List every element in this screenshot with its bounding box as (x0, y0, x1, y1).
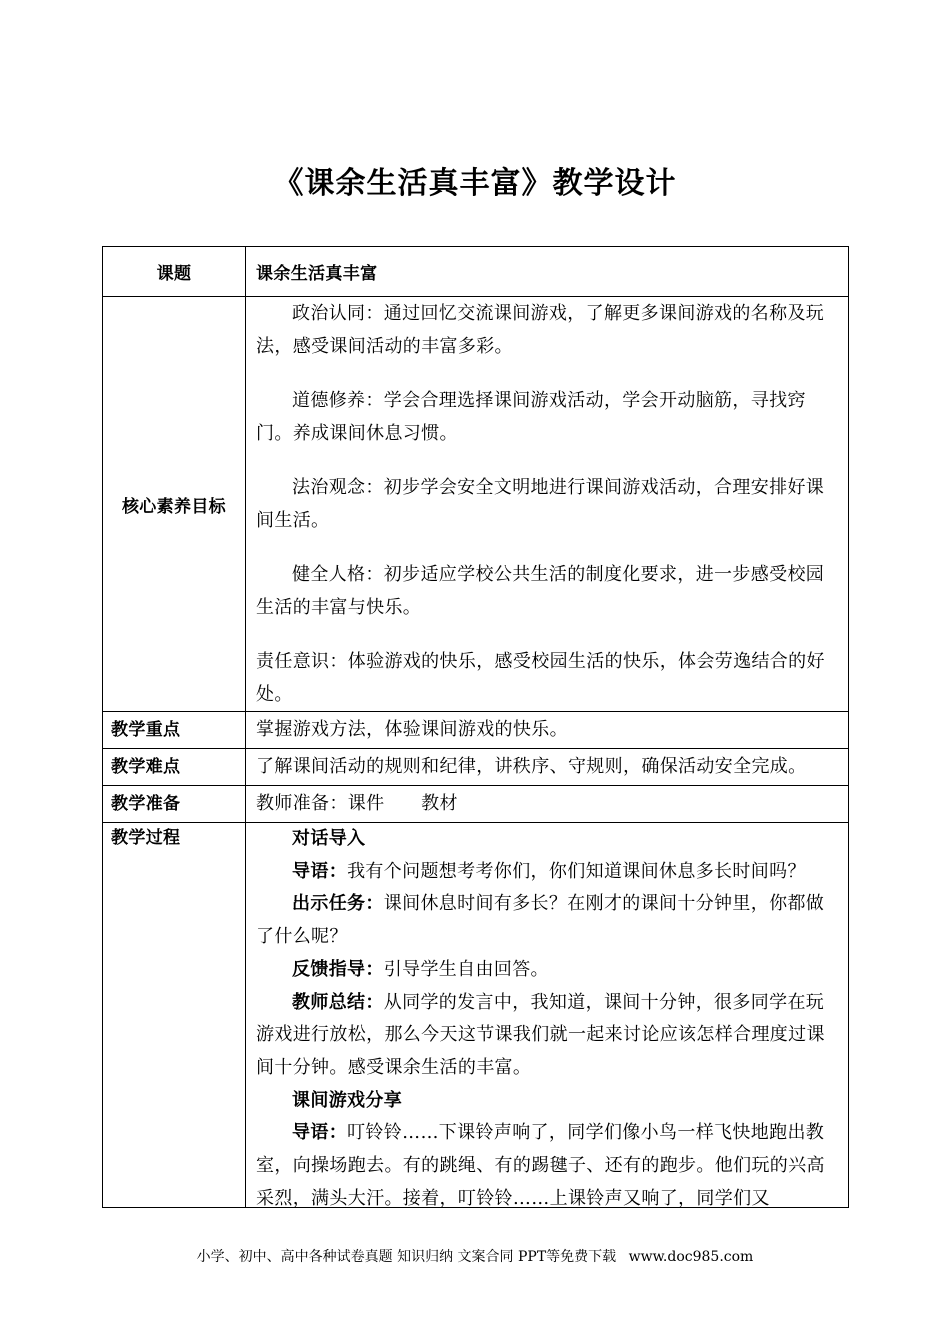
row-difficulty (103, 749, 849, 786)
process-paragraph (256, 856, 840, 889)
topic-value: 课余生活真丰富 (246, 247, 849, 297)
row-preparation (103, 786, 849, 823)
process-label: 教学过程 (103, 823, 246, 1208)
paragraph-text: 从同学的发言中，我知道，课间十分钟，很多同学在玩游戏进行放松，那么今天这节课我们就一起来讨论应该怎样合理度过课间十分钟。感受课余生活的丰富。 (256, 991, 825, 1078)
goal-item: 法治观念：初步学会安全文明地进行课间游戏活动，合理安排好课间生活。 (256, 477, 825, 531)
process-paragraph (256, 954, 840, 987)
paragraph-label: 导语： (292, 1122, 348, 1144)
key-label: 教学重点 (103, 712, 246, 749)
paragraph-label: 导语： (292, 860, 348, 882)
footer-site-link[interactable]: www.doc985.com (628, 1249, 754, 1265)
goal-item: 责任意识：体验游戏的快乐，感受校园生活的快乐，体会劳逸结合的好处。 (256, 651, 825, 705)
page-footer (0, 1246, 950, 1266)
section-heading: 课间游戏分享 (292, 1089, 403, 1111)
goals-cell (246, 297, 849, 712)
paragraph-label: 教师总结： (292, 991, 384, 1013)
document-title: 《课余生活真丰富》教学设计 (273, 166, 677, 201)
goal-item: 政治认同：通过回忆交流课间游戏，了解更多课间游戏的名称及玩法，感受课间活动的丰富多彩。 (256, 303, 825, 357)
row-goals (103, 297, 849, 712)
key-value: 掌握游戏方法，体验课间游戏的快乐。 (246, 712, 849, 749)
difficulty-value: 了解课间活动的规则和纪律，讲秩序、守规则，确保活动安全完成。 (246, 749, 849, 786)
goals-label: 核心素养目标 (103, 297, 246, 712)
process-cell (246, 823, 849, 1208)
row-process (103, 823, 849, 1208)
process-paragraph (256, 1117, 840, 1207)
lesson-plan-table (102, 246, 849, 1208)
difficulty-label: 教学难点 (103, 749, 246, 786)
paragraph-text: 叮铃铃……下课铃声响了，同学们像小鸟一样飞快地跑出教室，向操场跑去。有的跳绳、有的踢毽子、还有的跑步。他们玩的兴高采烈，满头大汗。接着，叮铃铃……上课铃声又响了，同学们又 (256, 1122, 825, 1207)
goal-item: 健全人格：初步适应学校公共生活的制度化要求，进一步感受校园生活的丰富与快乐。 (256, 564, 825, 618)
paragraph-label: 出示任务： (292, 893, 384, 915)
process-paragraph (256, 888, 840, 953)
row-key-point (103, 712, 849, 749)
section-heading: 对话导入 (292, 828, 366, 849)
row-topic (103, 247, 849, 297)
footer-text: 小学、初中、高中各种试卷真题 知识归纳 文案合同 PPT等免费下载 (196, 1249, 617, 1265)
process-paragraph (256, 987, 840, 1085)
paragraph-label: 反馈指导： (292, 958, 384, 980)
paragraph-text: 课间休息时间有多长？在刚才的课间十分钟里，你都做了什么呢？ (256, 893, 825, 948)
paragraph-text: 我有个问题想考考你们，你们知道课间休息多长时间吗？ (347, 860, 806, 882)
prep-value: 教师准备：课件 教材 (246, 786, 849, 823)
topic-label: 课题 (103, 247, 246, 297)
prep-label: 教学准备 (103, 786, 246, 823)
paragraph-text: 引导学生自由回答。 (383, 958, 549, 980)
goal-item: 道德修养：学会合理选择课间游戏活动，学会开动脑筋，寻找窍门。养成课间休息习惯。 (256, 390, 806, 444)
